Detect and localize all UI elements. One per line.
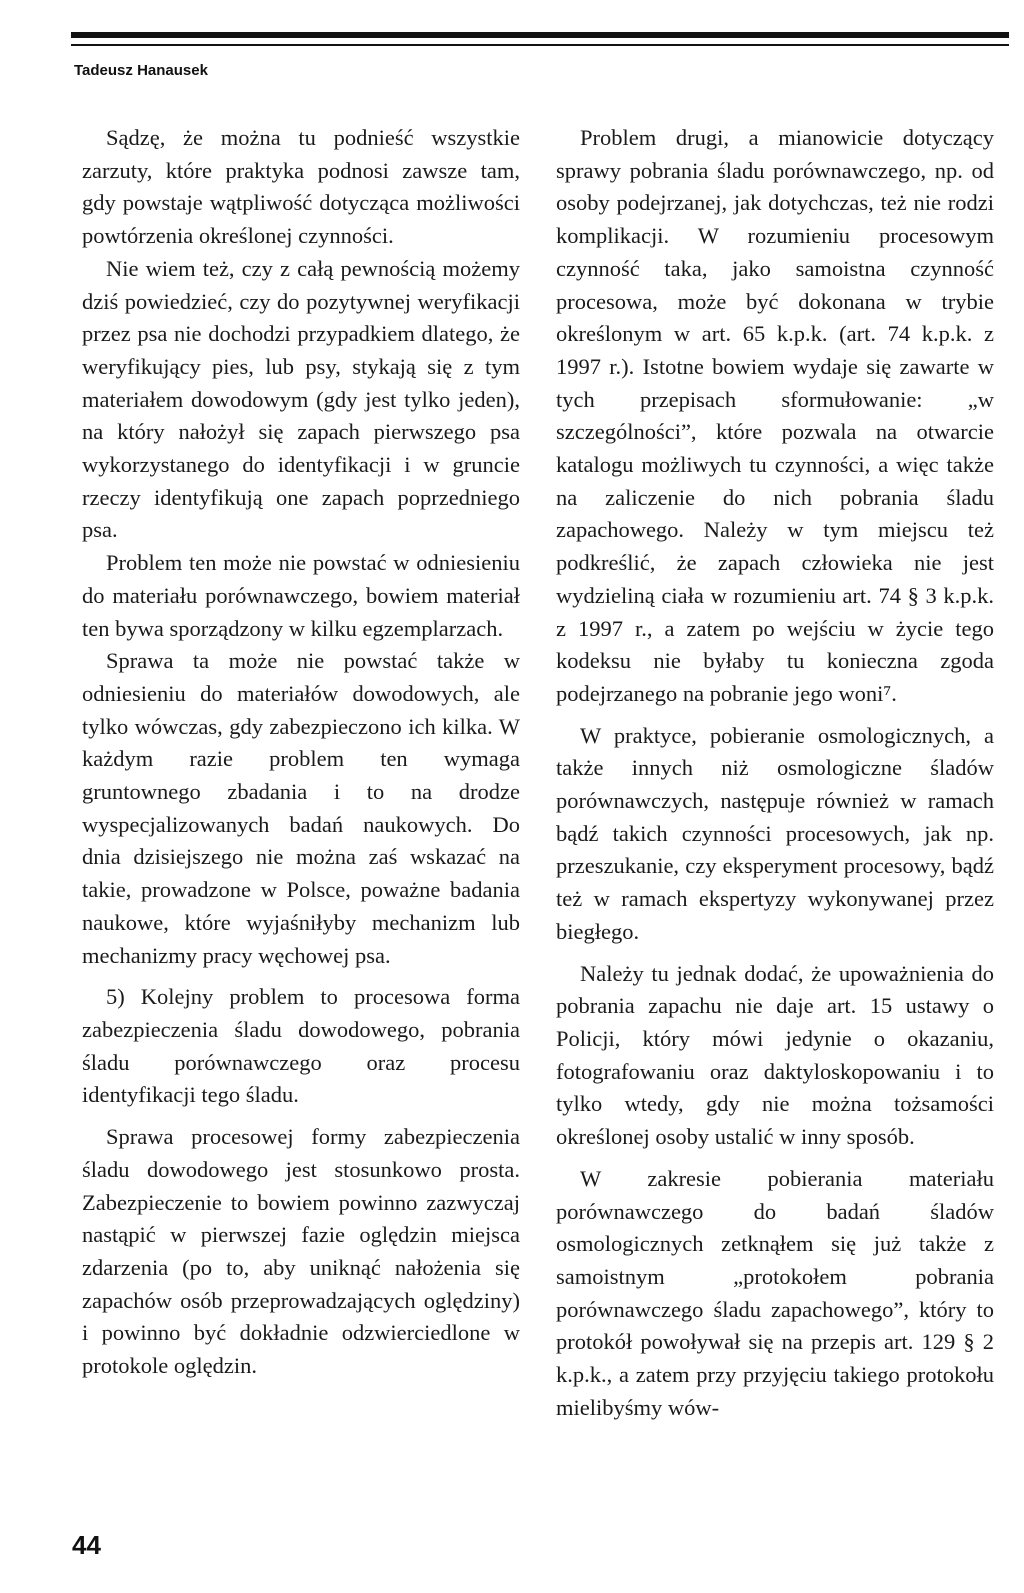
running-header-author: Tadeusz Hanausek — [74, 62, 208, 79]
header-rule-thick — [71, 32, 1009, 38]
paragraph: W zakresie pobierania materiału porównawczego do badań śladów osmologicznych zetknąłem się już także z samoistnym „protokołem pobrania porównawczego śladu zapachowego”, który to protokół powoływał się na przepis art. 129 § 2 k.p.k., a zatem przy przyjęciu takiego protokołu mielibyśmy wów- — [556, 1165, 994, 1420]
header-rule-thin — [71, 44, 1009, 46]
paragraph: Problem ten może nie powstać w odniesieniu do materiału porównawczego, bowiem materiał ten bywa sporządzony w kilku egzemplarzach. — [82, 550, 520, 641]
paragraph: Sądzę, że można tu podnieść wszystkie zarzuty, które praktyka podnosi zawsze tam, gdy powstaje wątpliwość dotycząca możliwości powtórzenia określonej czynności. — [82, 125, 520, 249]
paragraph: Sprawa ta może nie powstać także w odniesieniu do materiałów dowodowych, ale tylko wówczas, gdy zabezpieczono ich kilka. W każdym razie problem ten wymaga gruntownego zbadania i to na drodze wyspecjalizowanych badań naukowych. Do dnia dzisiejszego nie można zaś wskazać na takie, prowadzone w Polsce, poważne badania naukowe, które wyjaśniłyby mechanizm lub mechanizmy pracy węchowej psa. — [82, 648, 520, 968]
left-column — [82, 122, 520, 1383]
paragraph: W praktyce, pobieranie osmologicznych, a także innych niż osmologiczne śladów porównawczych, następuje również w ramach bądź takich czynności procesowych, jak np. przeszukanie, czy eksperyment procesowy, bądź też w ramach ekspertyzy wykonywanej przez biegłego. — [556, 722, 994, 944]
paragraph: Sprawa procesowej formy zabezpieczenia śladu dowodowego jest stosunkowo prosta. Zabezpieczenie to bowiem powinno zazwyczaj nastąpić w pierwszej fazie oględzin miejsca zdarzenia (po to, aby uniknąć nałożenia się zapachów osób przeprowadzających oględziny) i powinno być dokładnie odzwierciedlone w protokole oględzin. — [82, 1124, 520, 1379]
right-column — [556, 122, 994, 1424]
paragraph: 5) Kolejny problem to procesowa forma zabezpieczenia śladu dowodowego, pobrania śladu porównawczego oraz procesu identyfikacji tego śladu. — [82, 984, 520, 1108]
paragraph: Problem drugi, a mianowicie dotyczący sprawy pobrania śladu porównawczego, np. od osoby podejrzanej, jak dotychczas, też nie rodzi komplikacji. W rozumieniu procesowym czynność taka, jako samoistna czynność procesowa, może być dokonana w trybie określonym w art. 65 k.p.k. (art. 74 k.p.k. z 1997 r.). Istotne bowiem wydaje się zawarte w tych przepisach sformułowanie: „w szczególności”, które pozwala na otwarcie katalogu możliwych tu czynności, a więc także na zaliczenie do nich pobrania śladu zapachowego. Należy w tym miejscu też podkreślić, że zapach człowieka nie jest wydzieliną ciała w rozumieniu art. 74 § 3 k.p.k. z 1997 r., a zatem po wejściu w życie tego kodeksu nie byłaby tu konieczna zgoda podejrzanego na pobranie jego woni⁷. — [556, 125, 994, 706]
paragraph: Należy tu jednak dodać, że upoważnienia do pobrania zapachu nie daje art. 15 ustawy o Policji, który mówi jedynie o okazaniu, fotografowaniu oraz daktyloskopowaniu i to tylko wtedy, gdy nie można tożsamości określonej osoby ustalić w inny sposób. — [556, 960, 994, 1150]
paragraph: Nie wiem też, czy z całą pewnością możemy dziś powiedzieć, czy do pozytywnej weryfikacji przez psa nie dochodzi przypadkiem dlatego, że weryfikujący pies, lub psy, stykają się z tym materiałem dowodowym (gdy jest tylko jeden), na który nałożył się zapach pierwszego psa wykorzystanego do identyfikacji i w gruncie rzeczy identyfikują one zapach poprzedniego psa. — [82, 255, 520, 543]
page-number: 44 — [72, 1530, 101, 1560]
